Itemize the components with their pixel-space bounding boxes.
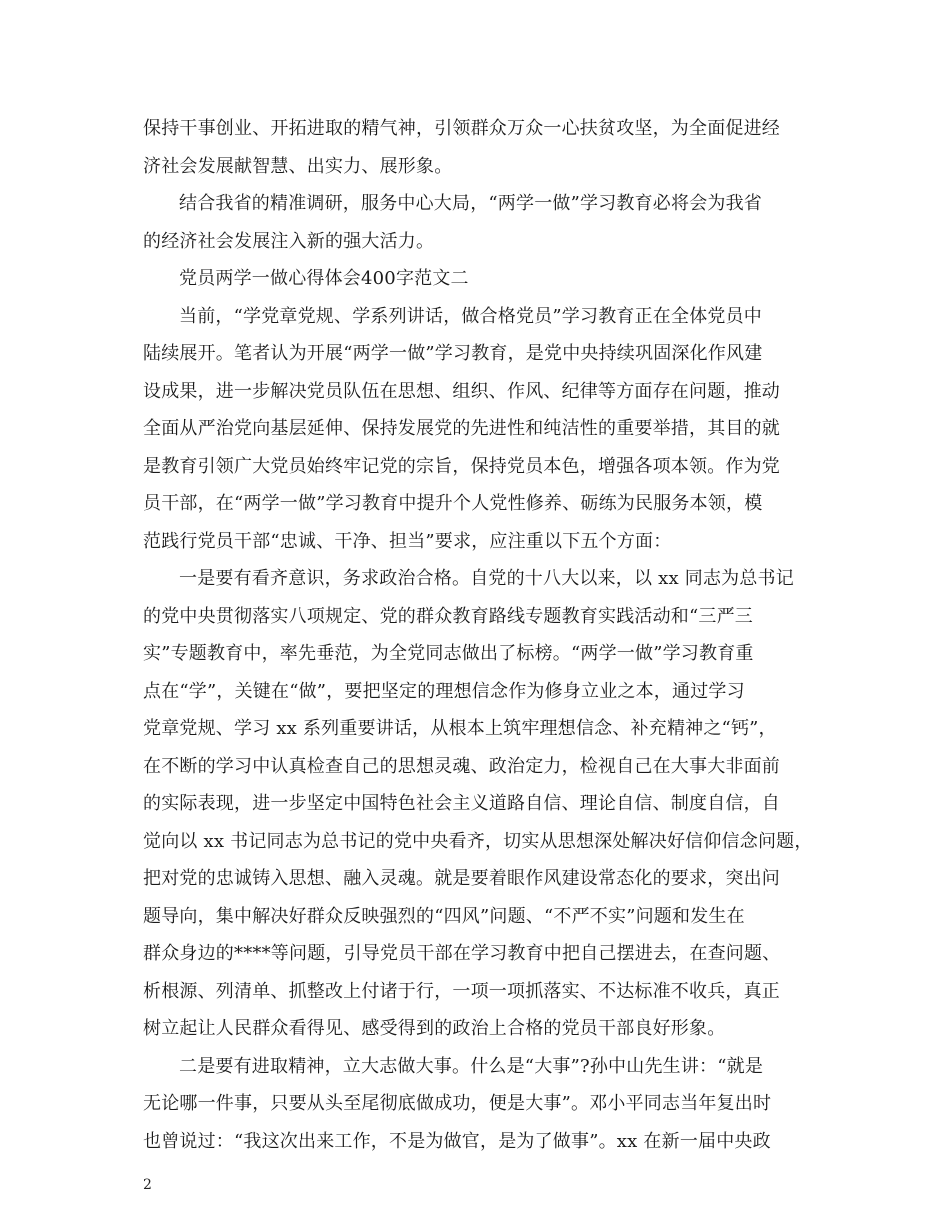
section-heading: 党员两学一做心得体会400字范文二 (179, 268, 469, 289)
body-text-line: 点在“学”，关键在“做”，要把坚定的理想信念作为修身立业之本，通过学习 (143, 681, 745, 702)
body-text-line: 范践行党员干部“忠诚、干净、担当”要求，应注重以下五个方面： (143, 531, 672, 552)
body-text-line: 也曾说过：“我这次出来工作，不是为做官，是为了做事”。xx 在新一届中央政 (143, 1131, 771, 1152)
body-text-line: 济社会发展献智慧、出实力、展形象。 (143, 156, 453, 177)
body-text-line: 保持干事创业、开拓进取的精气神，引领群众万众一心扶贫攻坚，为全面促进经 (143, 118, 780, 139)
body-text-line: 把对党的忠诚铸入思想、融入灵魂。就是要着眼作风建设常态化的要求，突出问 (143, 868, 780, 889)
body-text-line: 设成果，进一步解决党员队伍在思想、组织、作风、纪律等方面存在问题，推动 (143, 381, 780, 402)
page-number: 2 (143, 1177, 152, 1193)
paragraph-first-line: 结合我省的精准调研，服务中心大局，“两学一做”学习教育必将会为我省 (179, 193, 763, 214)
body-text-line: 在不断的学习中认真检查自己的思想灵魂、政治定力，检视自己在大事大非面前 (143, 756, 780, 777)
paragraph-first-line: 二是要有进取精神，立大志做大事。什么是“大事”?孙中山先生讲：“就是 (179, 1056, 764, 1077)
body-text-line: 的党中央贯彻落实八项规定、党的群众教育路线专题教育实践活动和“三严三 (143, 606, 753, 627)
body-text-line: 题导向，集中解决好群众反映强烈的“四风”问题、“不严不实”问题和发生在 (143, 906, 745, 927)
body-text-line: 党章党规、学习 xx 系列重要讲话，从根本上筑牢理想信念、补充精神之“钙”， (143, 718, 777, 739)
body-text-line: 员干部，在“两学一做”学习教育中提升个人党性修养、砺练为民服务本领，模 (143, 493, 763, 514)
body-text-line: 的经济社会发展注入新的强大活力。 (143, 231, 435, 252)
body-text-line: 无论哪一件事，只要从头至尾彻底做成功，便是大事”。邓小平同志当年复出时 (143, 1093, 772, 1114)
body-text-line: 群众身边的****等问题，引导党员干部在学习教育中把自己摆进去，在查问题、 (143, 943, 781, 964)
body-text-line: 是教育引领广大党员始终牢记党的宗旨，保持党员本色，增强各项本领。作为党 (143, 456, 780, 477)
paragraph-first-line: 一是要有看齐意识，务求政治合格。自党的十八大以来，以 xx 同志为总书记 (179, 568, 794, 589)
paragraph-first-line: 当前，“学党章党规、学系列讲话，做合格党员”学习教育正在全体党员中 (179, 306, 763, 327)
body-text-line: 树立起让人民群众看得见、感受得到的政治上合格的党员干部良好形象。 (143, 1018, 726, 1039)
body-text-line: 全面从严治党向基层延伸、保持发展党的先进性和纯洁性的重要举措，其目的就 (143, 418, 780, 439)
body-text-line: 析根源、列清单、抓整改上付诸于行，一项一项抓落实、不达标准不收兵，真正 (143, 981, 780, 1002)
body-text-line: 实”专题教育中，率先垂范，为全党同志做出了标榜。“两学一做”学习教育重 (143, 643, 754, 664)
body-text-line: 陆续展开。笔者认为开展“两学一做”学习教育，是党中央持续巩固深化作风建 (143, 343, 763, 364)
body-text-line: 觉向以 xx 书记同志为总书记的党中央看齐，切实从思想深处解决好信仰信念问题， (143, 831, 813, 852)
body-text-line: 的实际表现，进一步坚定中国特色社会主义道路自信、理论自信、制度自信，自 (143, 793, 780, 814)
